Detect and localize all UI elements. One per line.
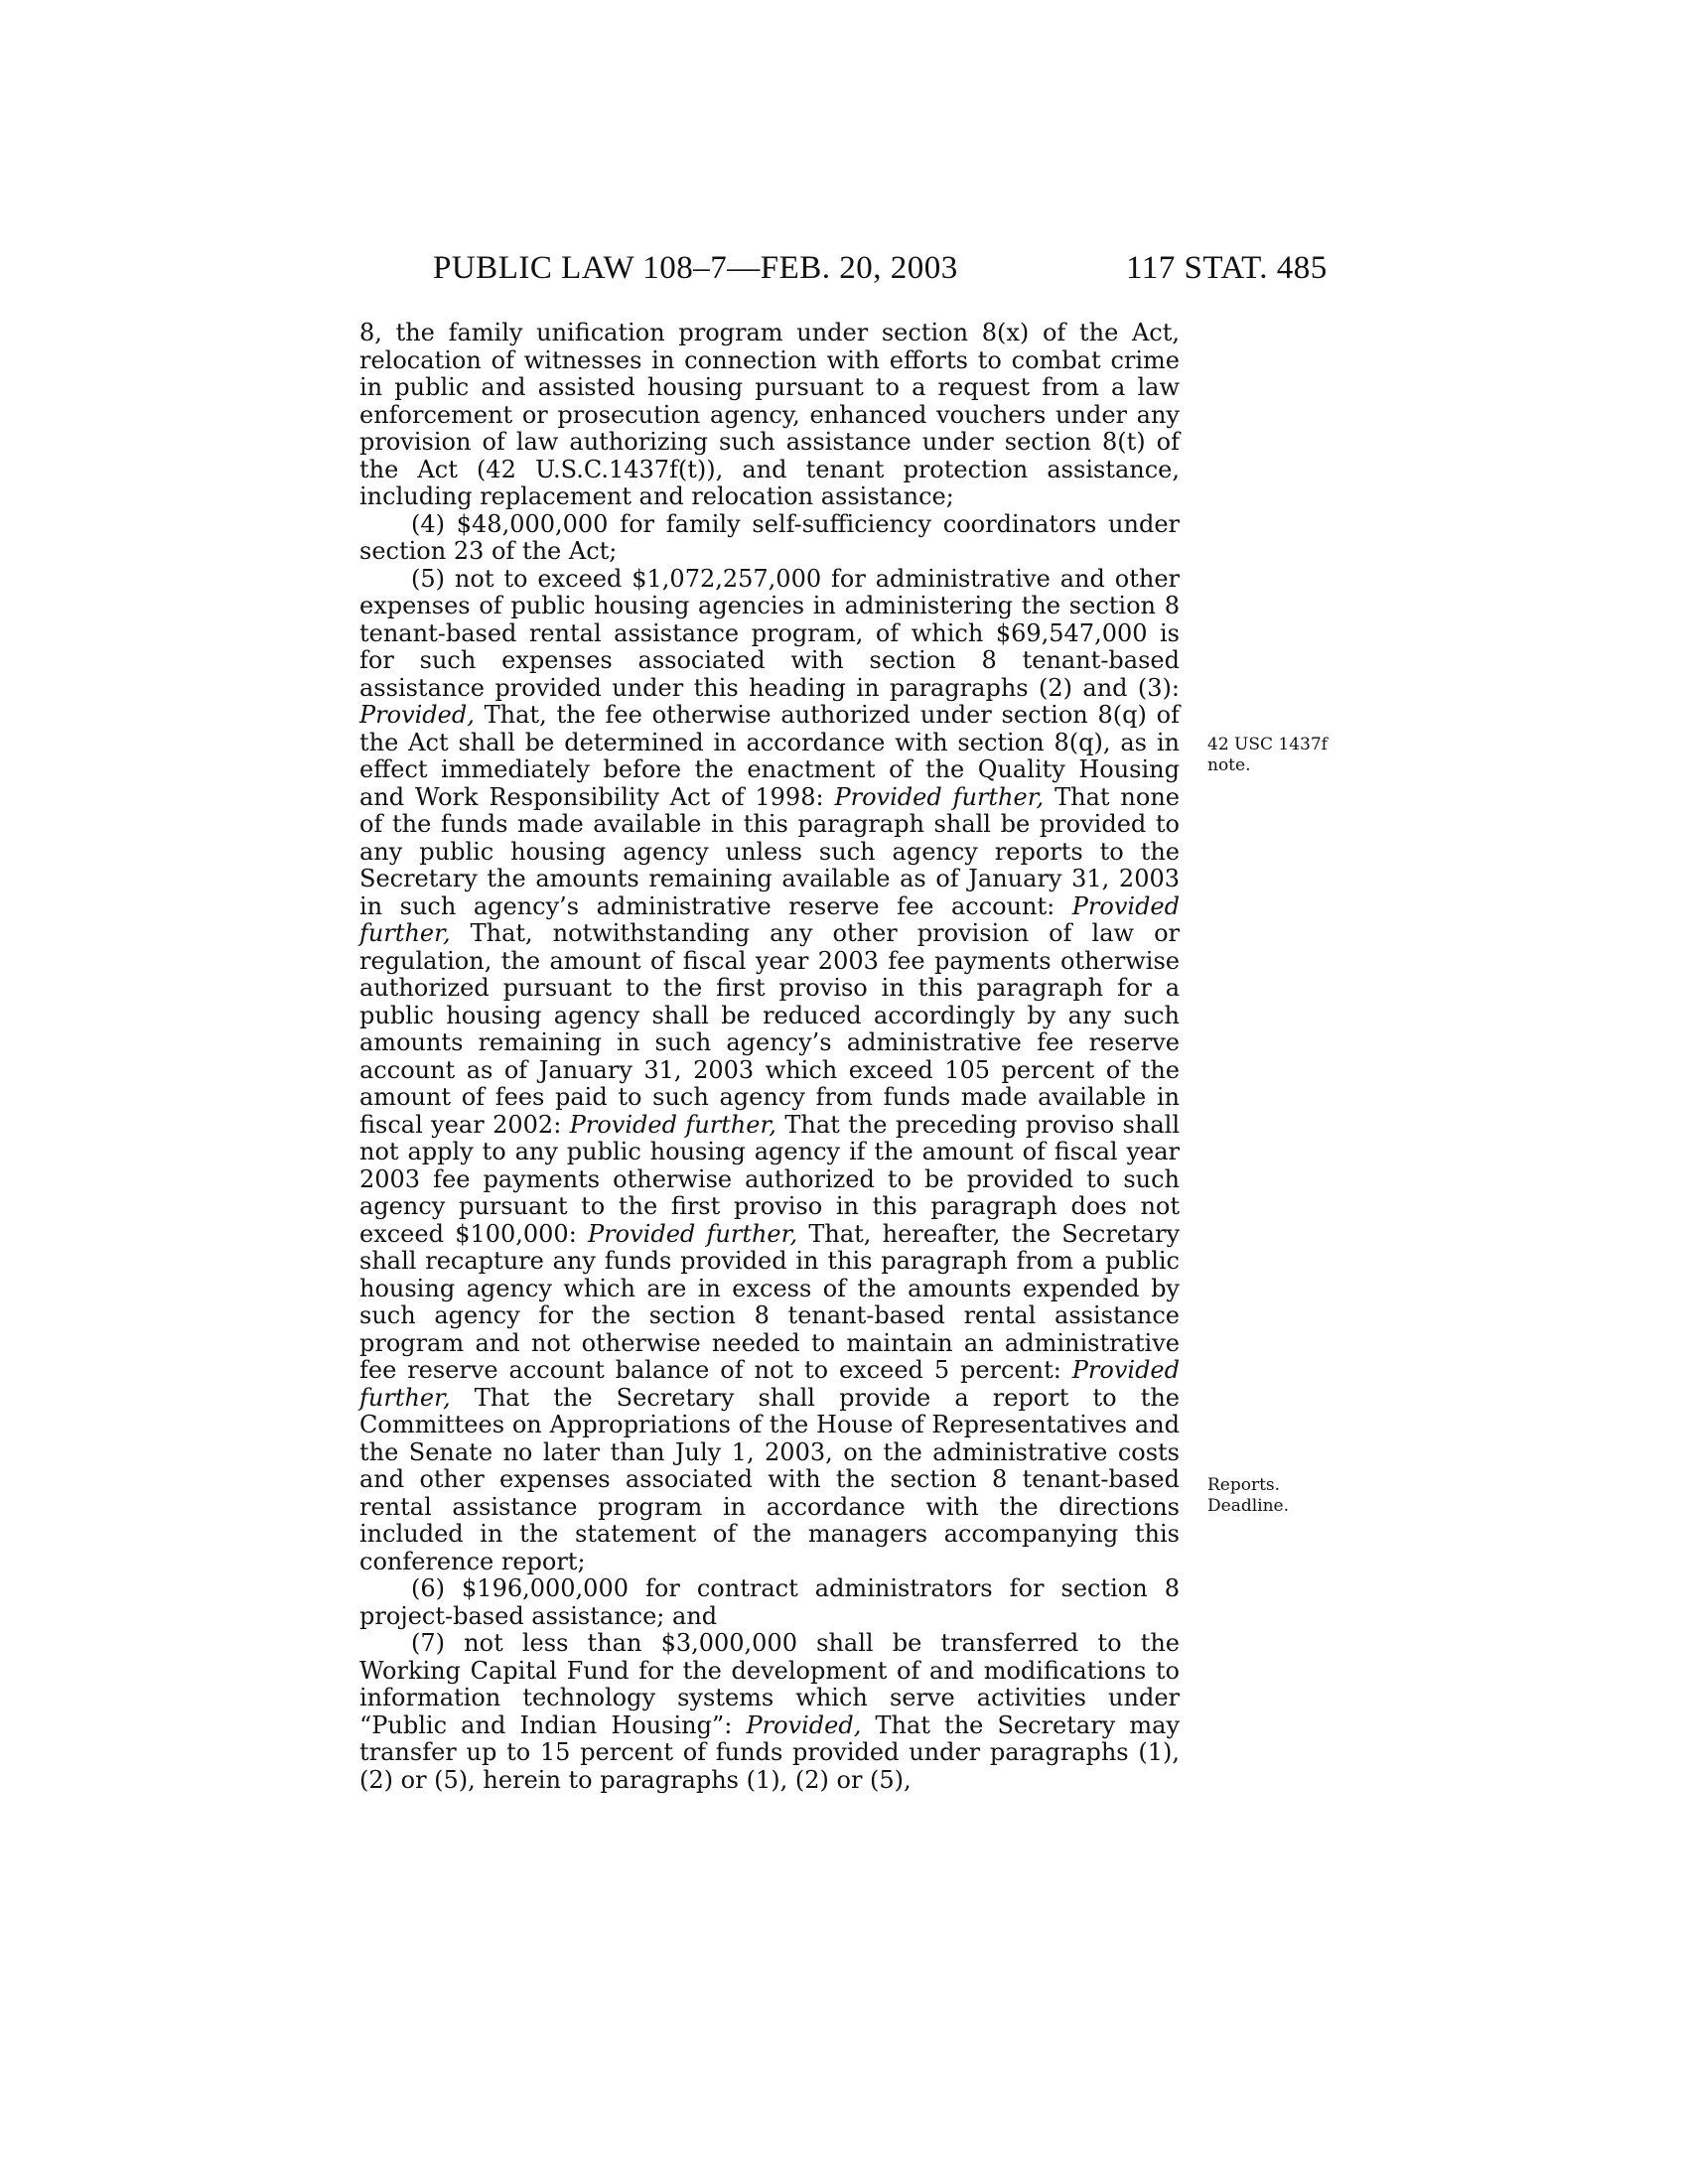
proviso-term: Provided further,	[588, 1219, 798, 1248]
text-run: That none of the funds made available in this paragraph shall be provided to any public housing agency unless such agency reports to the Secretary the amounts remaining available as of January 31, 2003 in such agency’s administrative reserve fee account:	[359, 782, 1180, 920]
paragraph-p-6	[359, 1575, 1180, 1630]
paragraph-p-5	[359, 566, 1180, 1576]
body-text	[359, 320, 1180, 1794]
text-run: That, notwithstanding any other provision of law or regulation, the amount of fiscal year 2003 fee payments otherwise authorized pursuant to the first proviso in this paragraph for a public housing agency shall be reduced accordingly by any such amounts remaining in such agency’s administrative fee reserve account as of January 31, 2003 which exceed 105 percent of the amount of fees paid to such agency from funds made available in fiscal year 2002:	[359, 919, 1180, 1139]
margin-note-reports	[1207, 1475, 1346, 1517]
margin-note-usc	[1207, 735, 1346, 776]
text-run: That, the fee otherwise authorized under section 8(q) of the Act shall be determined in accordance with section 8(q), as in effect immediately before the enactment of the Quality Housing and Work Responsibility Act of 1998:	[359, 701, 1180, 811]
paragraph-p-7	[359, 1630, 1180, 1794]
proviso-term: Provided further,	[569, 1110, 776, 1139]
text-run: (4) $48,000,000 for family self-sufficiency coordinators under section 23 of the Act;	[359, 509, 1180, 565]
statute-page-number: 117 STAT. 485	[1126, 250, 1328, 286]
proviso-term: Provided further,	[359, 1356, 1180, 1412]
margin-note-usc-line2: note.	[1207, 755, 1251, 775]
paragraph-p-4	[359, 511, 1180, 566]
margin-note-reports-line2: Deadline.	[1207, 1496, 1289, 1516]
paragraph-p-cont	[359, 320, 1180, 511]
text-run: That the Secretary shall provide a report to the Committees on Appropriations of the House of Representatives and the Senate no later than July 1, 2003, on the administrative costs and other expenses associated with the section 8 tenant-based rental assistance program in accordance with the directions included in the statement of the managers accompanying this conference report;	[359, 1383, 1180, 1575]
proviso-term: Provided,	[359, 701, 475, 729]
margin-note-usc-line1: 42 USC 1437f	[1207, 735, 1328, 754]
running-header-title: PUBLIC LAW 108–7—FEB. 20, 2003	[433, 250, 958, 286]
text-run: That, hereafter, the Secretary shall recapture any funds provided in this paragraph from a public housing agency which are in excess of the amounts expended by such agency for the section 8 tenant-based rental assistance program and not otherwise needed to maintain an administrative fee reserve account balance of not to exceed 5 percent:	[359, 1219, 1181, 1384]
proviso-term: Provided further,	[359, 891, 1180, 947]
text-run: That the preceding proviso shall not apply to any public housing agency if the amount of fiscal year 2003 fee payments otherwise authorized to be provided to such agency pursuant to the first proviso in this paragraph does not exceed $100,000:	[359, 1110, 1180, 1248]
text-run: That the Secretary may transfer up to 15 percent of funds provided under paragraphs (1), (2) or (5), herein to paragraphs (1), (2) or (5),	[359, 1710, 1180, 1794]
text-run: 8, the family unification program under section 8(x) of the Act, relocation of witnesses in connection with efforts to combat crime in public and assisted housing pursuant to a request from a law enforcement or prosecution agency, enhanced vouchers under any provision of law authorizing such assistance under section 8(t) of the Act (42 U.S.C.1437f(t)), and tenant protection assistance, including replacement and relocation assistance;	[359, 319, 1180, 510]
text-run: (5) not to exceed $1,072,257,000 for administrative and other expenses of public housing agencies in administering the section 8 tenant-based rental assistance program, of which $69,547,000 is for such expenses associated with section 8 tenant-based assistance provided under this heading in paragraphs (2) and (3):	[359, 564, 1180, 702]
proviso-term: Provided further,	[834, 782, 1045, 811]
margin-note-reports-line1: Reports.	[1207, 1475, 1281, 1495]
text-run: (7) not less than $3,000,000 shall be transferred to the Working Capital Fund for the development of and modifications to information technology systems which serve activities under “Public and Indian Housing”:	[359, 1629, 1180, 1739]
proviso-term: Provided,	[746, 1710, 862, 1739]
text-run: (6) $196,000,000 for contract administrators for section 8 project-based assistance; and	[359, 1574, 1180, 1630]
